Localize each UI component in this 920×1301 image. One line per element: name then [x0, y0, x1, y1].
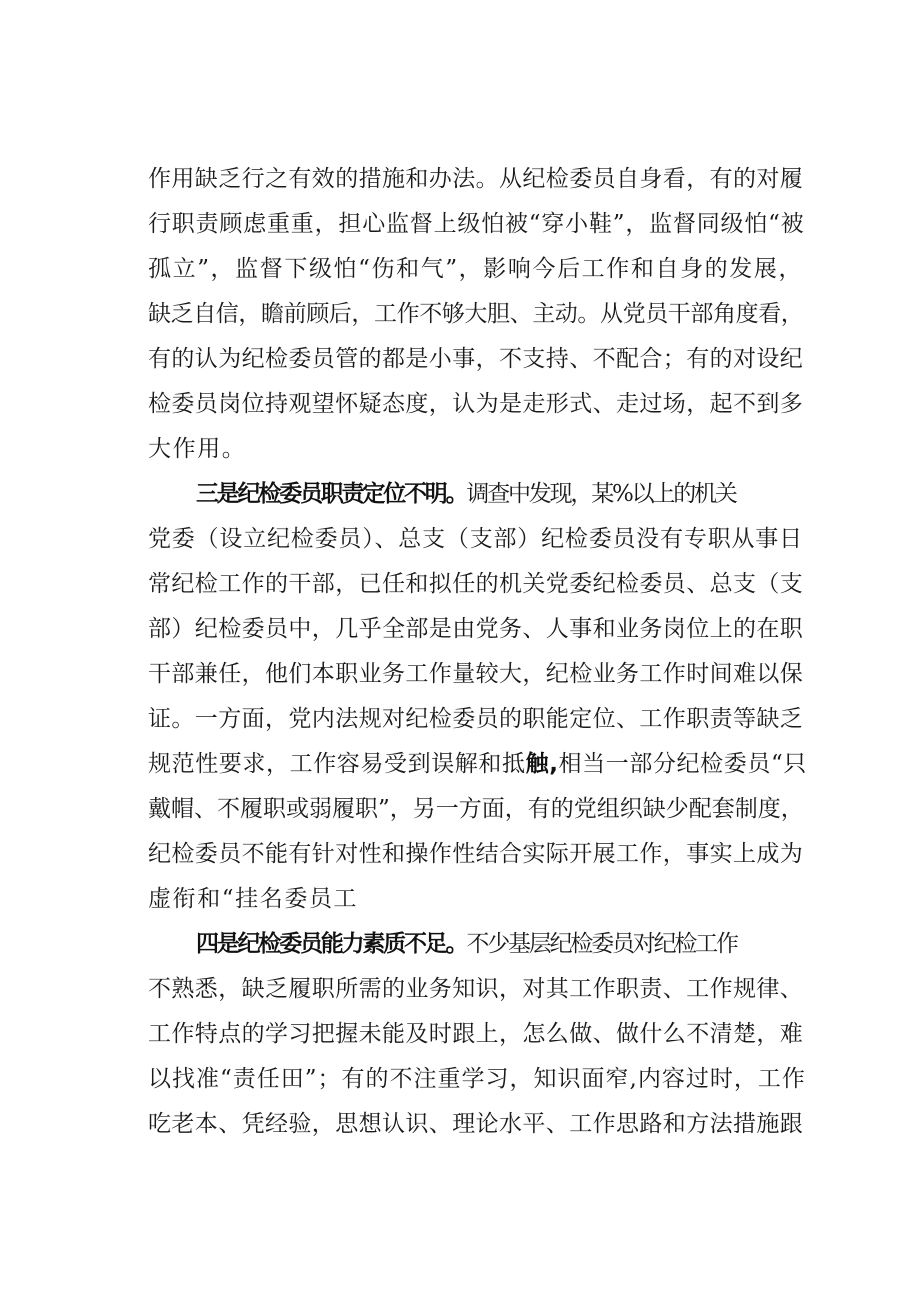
text-line: 检委员岗位持观望怀疑态度，认为是走形式、走过场，起不到多	[148, 391, 804, 417]
text-span: 不少基层纪检委员对纪检工作	[466, 931, 737, 957]
text-line: 工作特点的学习把握未能及时跟上，怎么做、做什么不清楚，难	[148, 1021, 804, 1047]
text-line: 不熟悉，缺乏履职所需的业务知识，对其工作职责、工作规律、	[148, 976, 804, 1002]
text-line: 大作用。	[148, 436, 247, 462]
text-line-mixed	[148, 749, 808, 779]
text-line: 缺乏自信，瞻前顾后，工作不够大胆、主动。从党员干部角度看，	[148, 301, 804, 327]
text-line: 部）纪检委员中，几乎全部是由党务、人事和业务岗位上的在职	[148, 616, 804, 642]
text-line: 戴帽、不履职或弱履职”，另一方面，有的党组织缺少配套制度，	[148, 796, 804, 822]
text-line: 孤立”，监督下级怕“伤和气”，影响今后工作和自身的发展，	[148, 256, 804, 282]
text-line: 有的认为纪检委员管的都是小事，不支持、不配合；有的对设纪	[148, 346, 804, 372]
paragraph-heading: 三是纪检委员职责定位不明。	[196, 481, 467, 507]
text-line: 纪检委员不能有针对性和操作性结合实际开展工作，事实上成为	[148, 841, 804, 867]
text-line: 干部兼任，他们本职业务工作量较大，纪检业务工作时间难以保	[148, 661, 804, 687]
text-line: 常纪检工作的干部，已任和拟任的机关党委纪检委员、总支（支	[148, 571, 804, 597]
text-line: 虚衔和“挂名委员工	[148, 886, 359, 912]
bold-text-span: 触,	[525, 751, 559, 777]
text-line: 党委（设立纪检委员）、总支（支部）纪检委员没有专职从事日	[148, 526, 803, 552]
text-span: 调查中发现，某%以上的机关	[466, 481, 736, 507]
paragraph-first-line	[196, 479, 856, 509]
text-line: 行职责顾虑重重，担心监督上级怕被“穿小鞋”，监督同级怕“被	[148, 211, 805, 237]
text-span: 规范性要求，工作容易受到误解和抵	[148, 751, 526, 777]
paragraph-first-line	[196, 929, 856, 959]
text-line: 以找准“责任田”；有的不注重学习，知识面窄,内容过时，工作	[148, 1066, 806, 1092]
text-span: 相当一部分纪检委员“只	[558, 751, 807, 777]
paragraph-heading: 四是纪检委员能力素质不足。	[196, 931, 467, 957]
text-line: 证。一方面，党内法规对纪检委员的职能定位、工作职责等缺乏	[148, 706, 804, 732]
text-line: 作用缺乏行之有效的措施和办法。从纪检委员自身看，有的对履	[148, 166, 804, 192]
text-line: 吃老本、凭经验，思想认识、理论水平、工作思路和方法措施跟	[148, 1111, 804, 1137]
